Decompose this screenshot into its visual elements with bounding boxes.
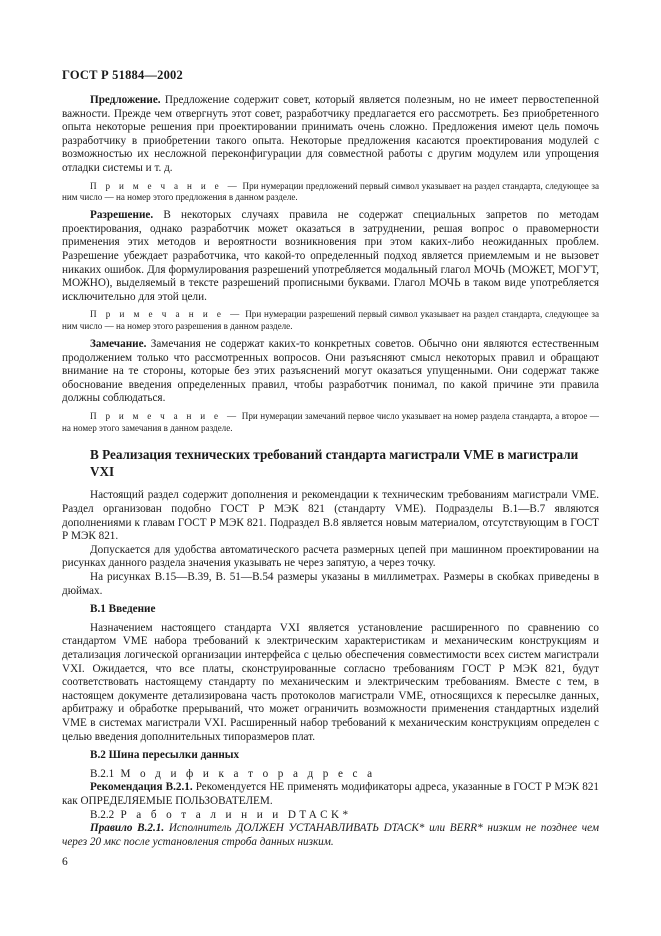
remark-lead: Замечание. (90, 337, 147, 350)
note-label: П р и м е ч а н и е — (90, 410, 240, 421)
section-b-paragraph-2: Допускается для удобства автоматического расчета размерных цепей при машинном проектировании на рисунках данного раздела значения указывать не через запятую, а через точку. (62, 543, 599, 570)
page-number: 6 (62, 856, 68, 868)
permission-paragraph (62, 209, 599, 304)
note-text: При нумерации разрешений первый символ указывает на раздел стандарта, следующее за ним число — на номер этого разрешения в данном разделе. (62, 309, 599, 332)
permission-text: В некоторых случаях правила не содержат специальных запретов по методам проектирования, однако разработчик может оказаться в затруднении, решая вопрос о правомерности применения этих методов и вероятности возникновения при этом каких-либо неожиданных проблем. Разрешение убеждает разработчика, что какой-то определенный подход является приемлемым и не вызовет никаких ошибок. Для формулирования разрешений употребляется модальный глагол МОЧЬ (МОЖЕТ, МОГУТ, МОЖНО), выделяемый в тексте разрешений прописными буквами. Глагол МОЧЬ в таком виде употребляется исключительно для этой цели. (62, 209, 599, 303)
rule-text: Исполнитель ДОЛЖЕН УСТАНАВЛИВАТЬ DTACK* или BERR* низким не позднее чем через 20 мкс после установления строба данных низким. (62, 822, 599, 848)
remark-note (62, 411, 599, 435)
item-title: Р а б о т а л и н и и DTACK* (114, 808, 352, 821)
suggestion-text: Предложение содержит совет, который является полезным, но не имеет первостепенной важности. Прежде чем отвергнуть этот совет, разработчику предлагается его рассмотреть. Без приобретенного опыта некоторые решения при проектировании принимать очень сложно. Предложения имеют цель помочь разработчику в приобретении такого опыта. Некоторые предложения касаются проектирования модулей с возможностью их несложной переконфигурации для совместной работы с другим модулем или упрощения отладки системы и т. д. (62, 94, 599, 174)
rule-lead: Правило В.2.1. (90, 822, 165, 835)
note-label: П р и м е ч а н и е — (90, 309, 243, 320)
section-b-paragraph-1: Настоящий раздел содержит дополнения и рекомендации к техническим требованиям магистрали VME. Раздел организован подобно ГОСТ Р МЭК 821 (стандарту VME). Подразделы В.1—В.7 являются дополнениями к главам ГОСТ Р МЭК 821. Подраздел В.8 является новым материалом, отсутствующим в ГОСТ Р МЭК 821. (62, 489, 599, 543)
recommendation-lead: Рекомендация В.2.1. (90, 781, 193, 794)
item-title: М о д и ф и к а т о р а д р е с а (114, 767, 376, 780)
rule-b2-1 (62, 822, 599, 849)
section-b-paragraph-3: На рисунках В.15—В.39, В. 51—В.54 размеры указаны в миллиметрах. Размеры в скобках приведены в дюймах. (62, 571, 599, 597)
remark-text: Замечания не содержат каких-то конкретных советов. Обычно они являются естественным продолжением только что рассмотренных вопросов. Они разъясняют смысл некоторых правил и обращают внимание на те стороны, которые без этих разъяснений могут оказаться упущенными. Они содержат также обоснование введения определенных правил, чтобы разработчик понимал, по какой причине эти правила должны соблюдаться. (62, 337, 599, 405)
permission-note (62, 309, 599, 333)
note-text: При нумерации предложений первый символ указывает на раздел стандарта, следующее за ним число — на номер этого предложения в данном разделе. (62, 180, 600, 203)
item-number: В.2.1 (90, 767, 115, 780)
b1-paragraph: Назначением настоящего стандарта VXI является установление расширенного по сравнению со стандартом VME набора требований к электрическим характеристикам и механическим конструкциям и детализация логической организации интерфейса с целью обеспечения совместимости всех систем магистрали VXI. Ожидается, что все платы, сконструированные согласно требованиям ГОСТ Р МЭК 821, будут соответствовать настоящему стандарту по механическим и электрическим требованиям. Вместе с тем, в настоящем документе детализирована часть протоколов магистрали VME, относящихся к пересылке данных, арбитражу и обработке прерываний, что может ограничить возможности применения стандартных изделий VME в системах магистрали VXI. Расширенный набор требований к механическим конструкциям определен с целью введения дополнительных типоразмеров плат. (62, 621, 599, 743)
page-content (62, 94, 599, 849)
remark-paragraph (62, 338, 599, 406)
note-text: При нумерации замечаний первое число указывает на номер раздела стандарта, а второе — на номер этого замечания в данном разделе. (62, 410, 599, 433)
b2-title: В.2 Шина пересылки данных (90, 749, 240, 762)
b2-1-heading (62, 768, 599, 782)
permission-lead: Разрешение. (90, 209, 154, 222)
standard-code-header: ГОСТ Р 51884—2002 (62, 68, 183, 82)
b1-title: В.1 Введение (90, 603, 156, 616)
b2-2-heading (62, 809, 599, 823)
section-b-title: В Реализация технических требований стандарта магистрали VME в магистрали VXI (90, 447, 579, 479)
item-number: В.2.2 (90, 808, 115, 821)
suggestion-note (62, 181, 599, 205)
note-label: П р и м е ч а н и е — (90, 180, 240, 191)
suggestion-paragraph (62, 94, 599, 176)
recommendation-text: Рекомендуется НЕ применять модификаторы адреса, указанные в ГОСТ Р МЭК 821 как ОПРЕДЕЛЯЕМЫЕ ПОЛЬЗОВАТЕЛЕМ. (62, 781, 600, 807)
suggestion-lead: Предложение. (90, 94, 161, 106)
recommendation-b2-1 (62, 781, 599, 808)
